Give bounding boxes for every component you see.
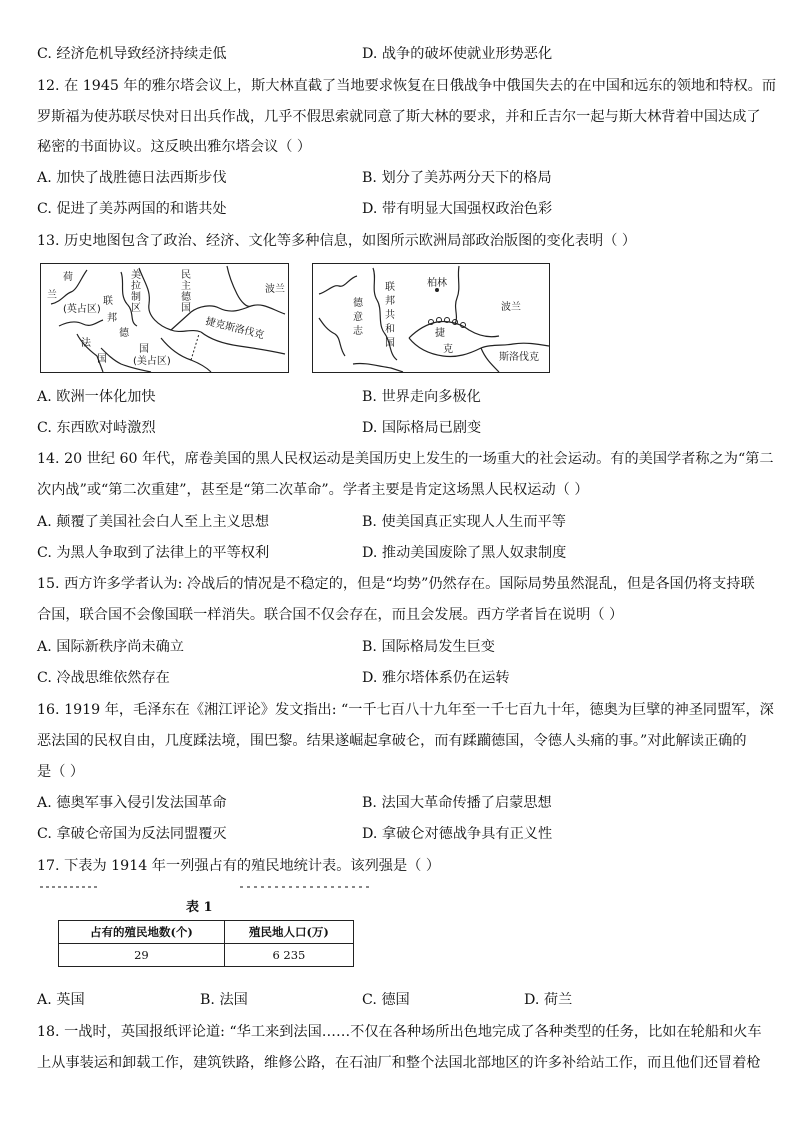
q15-option-a: A. 国际新秩序尚未确立 xyxy=(37,639,184,655)
map1-label-zhu: 主 xyxy=(181,281,191,292)
q16-option-c: C. 拿破仑帝国为反法同盟覆灭 xyxy=(37,826,227,842)
map1-label-he: 荷 xyxy=(63,272,73,283)
table-cell-count: 29 xyxy=(59,944,225,967)
q13-option-b: B. 世界走向多极化 xyxy=(362,389,481,405)
q16-stem-line-1: 16. 1919 年，毛泽东在《湘江评论》发文指出: “一千七百八十九年至一千七百九十年，德奥为巨擘的神圣同盟军，深 xyxy=(37,702,774,718)
q13-stem: 13. 历史地图包含了政治、经济、文化等多种信息，如图所示欧洲局部政治版图的变化表明（ ） xyxy=(37,233,637,249)
map2-label-bang: 邦 xyxy=(385,296,395,307)
map1-label-lian: 联 xyxy=(103,296,113,307)
map1-label-mei: 美 xyxy=(131,270,141,281)
q14-option-c: C. 为黑人争取到了法律上的平等权利 xyxy=(37,545,270,561)
map2-label-ke: 克 xyxy=(443,344,453,355)
map1-label-guo: 国 xyxy=(139,344,149,355)
q11-option-c: C. 经济危机导致经济持续走低 xyxy=(37,46,227,62)
map1-label-la: 拉 xyxy=(131,281,141,292)
table-header-row xyxy=(59,921,354,944)
map2-label-de: 德 xyxy=(353,298,363,309)
q17-stem: 17. 下表为 1914 年一列强占有的殖民地统计表。该列强是（ ） xyxy=(37,858,441,874)
q16-option-b: B. 法国大革命传播了启蒙思想 xyxy=(362,795,552,811)
map-reunified-germany-drawing xyxy=(313,264,549,372)
table-header-count: 占有的殖民地数(个) xyxy=(59,921,225,944)
q12-option-c: C. 促进了美苏两国的和谐共处 xyxy=(37,201,227,217)
q13-option-c: C. 东西欧对峙激烈 xyxy=(37,420,156,436)
q12-option-d: D. 带有明显大国强权政治色彩 xyxy=(362,201,553,217)
scan-artifact xyxy=(40,884,370,890)
map2-label-siluofake: 斯洛伐克 xyxy=(499,352,539,363)
map1-label-de2: 德 xyxy=(181,292,191,303)
q16-stem-line-2: 恶法国的民权自由，几度蹂法境，围巴黎。结果遂崛起拿破仑，而有蹂躏德国，令德人头痛的事。”对此解读正确的 xyxy=(37,733,747,749)
q17-option-b: B. 法国 xyxy=(200,992,248,1008)
q16-stem-line-3: 是（ ） xyxy=(37,764,85,780)
map1-label-bolan: 波兰 xyxy=(265,284,285,295)
q12-stem-line-1: 12. 在 1945 年的雅尔塔会议上，斯大林直截了当地要求恢复在日俄战争中俄国失去的在中国和远东的领地和特权。而 xyxy=(37,78,777,94)
q15-stem-line-2: 合国，联合国不会像国联一样消失。联合国不仅会存在，而且会发展。西方学者旨在说明（ ） xyxy=(37,607,624,623)
q17-option-a: A. 英国 xyxy=(37,992,85,1008)
table-cell-population: 6 235 xyxy=(224,944,353,967)
q15-stem-line-1: 15. 西方许多学者认为: 冷战后的情况是不稳定的，但是“均势”仍然存在。国际局势虽然混乱，但是各国仍将支持联 xyxy=(37,576,755,592)
q12-option-a: A. 加快了战胜德日法西斯步伐 xyxy=(37,170,227,186)
map2-label-bolin: 柏林 xyxy=(427,278,447,289)
table-title: 表 1 xyxy=(186,900,213,915)
map-reunified-germany xyxy=(312,263,550,373)
map1-label-bang: 邦 xyxy=(107,313,117,324)
q16-option-a: A. 德奥军事入侵引发法国革命 xyxy=(37,795,227,811)
q14-stem-line-1: 14. 20 世纪 60 年代，席卷美国的黑人民权运动是美国历史上发生的一场重大的社会运动。有的美国学者称之为“第二 xyxy=(37,451,774,467)
q15-option-c: C. 冷战思维依然存在 xyxy=(37,670,170,686)
map1-label-yingzhan: (英占区) xyxy=(63,304,101,315)
q17-option-c: C. 德国 xyxy=(362,992,410,1008)
q14-option-b: B. 使美国真正实现人人生而平等 xyxy=(362,514,566,530)
map2-label-yi: 意 xyxy=(353,312,363,323)
map1-label-guo2: 国 xyxy=(97,354,107,365)
q13-option-d: D. 国际格局已剧变 xyxy=(362,420,482,436)
map1-label-guo3: 国 xyxy=(181,303,191,314)
map2-label-he: 和 xyxy=(385,324,395,335)
map2-label-gong: 共 xyxy=(385,310,395,321)
q18-stem-line-1: 18. 一战时，英国报纸评论道: “华工来到法国……不仅在各种场所出色地完成了各种类型的任务，比如在轮船和火车 xyxy=(37,1024,762,1040)
q16-option-d: D. 拿破仑对德战争具有正义性 xyxy=(362,826,553,842)
map1-label-de: 德 xyxy=(119,328,129,339)
table-header-population: 殖民地人口(万) xyxy=(224,921,353,944)
map1-label-fa: 法 xyxy=(81,338,91,349)
map2-label-jie: 捷 xyxy=(435,328,445,339)
q11-option-d: D. 战争的破坏使就业形势恶化 xyxy=(362,46,553,62)
map1-label-min: 民 xyxy=(181,270,191,281)
q12-stem-line-2: 罗斯福为使苏联尽快对日出兵作战，几乎不假思索就同意了斯大林的要求，并和丘吉尔一起与斯大林背着中国达成了 xyxy=(37,109,761,125)
q14-option-a: A. 颠覆了美国社会白人至上主义思想 xyxy=(37,514,270,530)
map1-label-meizhan: (美占区) xyxy=(133,356,171,367)
map1-label-lan: 兰 xyxy=(47,290,57,301)
map2-label-bolan: 波兰 xyxy=(501,302,521,313)
map-postwar-germany-drawing xyxy=(41,264,288,372)
table-row xyxy=(59,944,354,967)
q14-stem-line-2: 次内战”或“第二次重建”，甚至是“第二次革命”。学者主要是肯定这场黑人民权运动（ ） xyxy=(37,482,589,498)
q15-option-d: D. 雅尔塔体系仍在运转 xyxy=(362,670,510,686)
q17-option-d: D. 荷兰 xyxy=(524,992,573,1008)
map2-label-guo: 国 xyxy=(385,338,395,349)
map1-label-qu: 区 xyxy=(131,303,141,314)
map2-label-zhi: 志 xyxy=(353,326,363,337)
q12-option-b: B. 划分了美苏两分天下的格局 xyxy=(362,170,552,186)
map1-label-zhi: 制 xyxy=(131,292,141,303)
colony-table xyxy=(58,920,354,967)
q13-option-a: A. 欧洲一体化加快 xyxy=(37,389,156,405)
q15-option-b: B. 国际格局发生巨变 xyxy=(362,639,495,655)
q18-stem-line-2: 上从事装运和卸载工作，建筑铁路，维修公路，在石油厂和整个法国北部地区的许多补给站工作，而且他们还冒着枪 xyxy=(37,1055,761,1071)
map-postwar-germany xyxy=(40,263,289,373)
q14-option-d: D. 推动美国废除了黑人奴隶制度 xyxy=(362,545,567,561)
map2-label-lian: 联 xyxy=(385,282,395,293)
q12-stem-line-3: 秘密的书面协议。这反映出雅尔塔会议（ ） xyxy=(37,139,312,155)
map1-label-jieke: 捷克斯洛伐克 xyxy=(204,316,266,342)
